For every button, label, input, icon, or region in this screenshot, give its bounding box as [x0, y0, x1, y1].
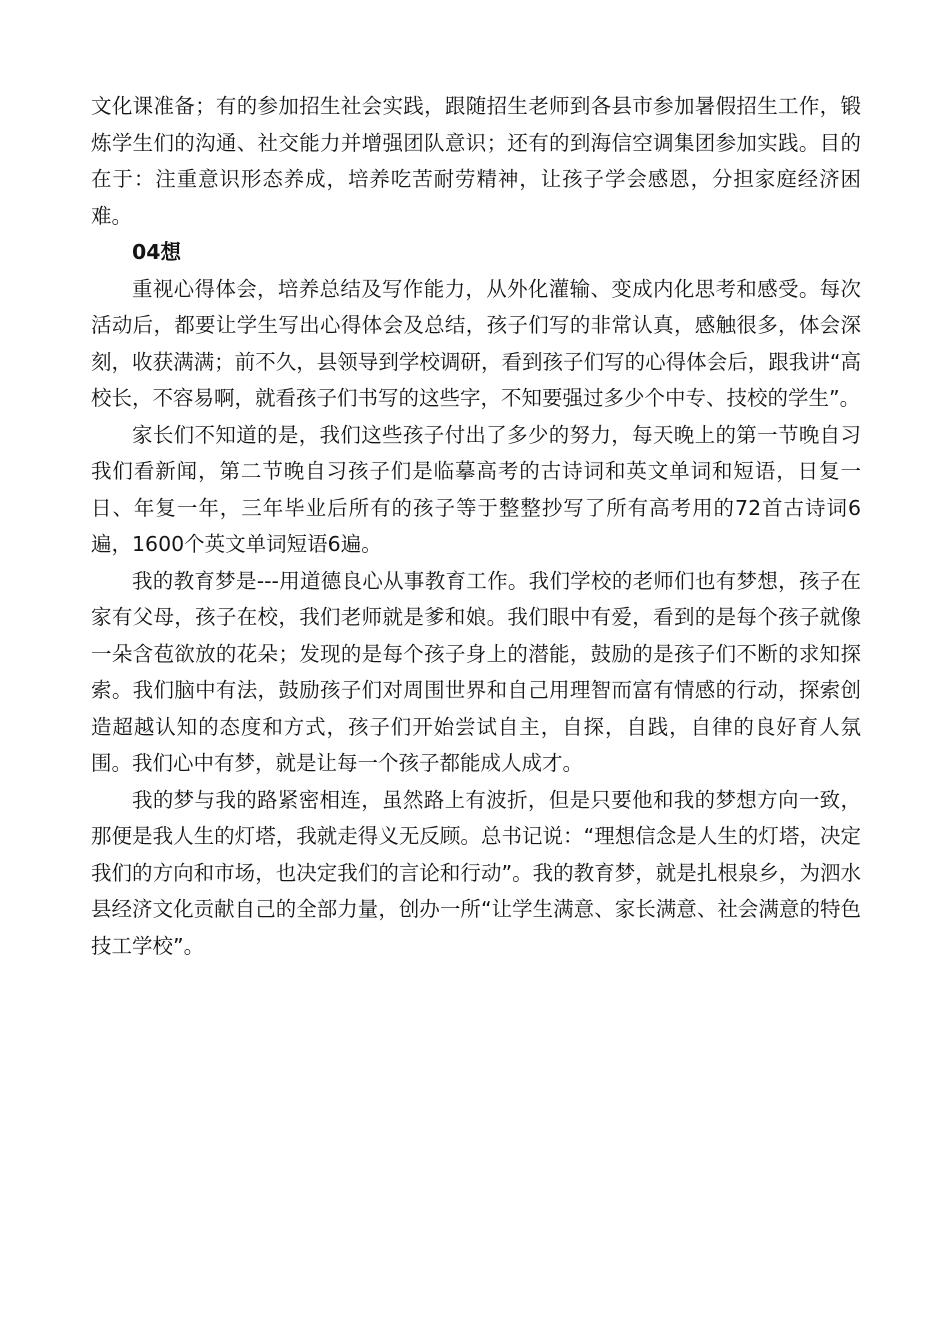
paragraph-my-path: 我的梦与我的路紧密相连，虽然路上有波折，但是只要他和我的梦想方向一致，那便是我人生的灯塔，我就走得义无反顾。总书记说：“理想信念是人生的灯塔，决定我们的方向和市场，也决定我们的言论和行动”。我的教育梦，就是扎根泉乡，为泗水县经济文化贡献自己的全部力量，创办一所“让学生满意、家长满意、社会满意的特色技工学校”。: [91, 787, 861, 958]
paragraph-reflection: 重视心得体会，培养总结及写作能力，从外化灌输、变成内化思考和感受。每次活动后，都要让学生写出心得体会及总结，孩子们写的非常认真，感触很多，体会深刻，收获满满；前不久，县领导到学校调研，看到孩子们写的心得体会后，跟我讲“高校长，不容易啊，就看孩子们书写的这些字，不知要强过多少个中专、技校的学生”。: [91, 276, 861, 410]
paragraph-continuation: 文化课准备；有的参加招生社会实践，跟随招生老师到各县市参加暑假招生工作，锻炼学生们的沟通、社交能力并增强团队意识；还有的到海信空调集团参加实践。目的在于：注重意识形态养成，培养吃苦耐劳精神，让孩子学会感恩，分担家庭经济困难。: [91, 94, 861, 228]
document-body: [91, 88, 861, 964]
section-heading: 04想: [132, 240, 182, 264]
paragraph-parents: 家长们不知道的是，我们这些孩子付出了多少的努力，每天晚上的第一节晚自习我们看新闻，第二节晚自习孩子们是临摹高考的古诗词和英文单词和短语，日复一日、年复一年，三年毕业后所有的孩子等于整整抄写了所有高考用的72首古诗词6遍，1600个英文单词短语6遍。: [91, 422, 861, 556]
paragraph-education-dream: 我的教育梦是---用道德良心从事教育工作。我们学校的老师们也有梦想，孩子在家有父母，孩子在校，我们老师就是爹和娘。我们眼中有爱，看到的是每个孩子就像一朵含苞欲放的花朵；发现的是每个孩子身上的潜能，鼓励的是孩子们不断的求知探索。我们脑中有法，鼓励孩子们对周围世界和自己用理智而富有情感的行动，探索创造超越认知的态度和方式，孩子们开始尝试自主，自探，自践，自律的良好育人氛围。我们心中有梦，就是让每一个孩子都能成人成才。: [91, 568, 861, 775]
